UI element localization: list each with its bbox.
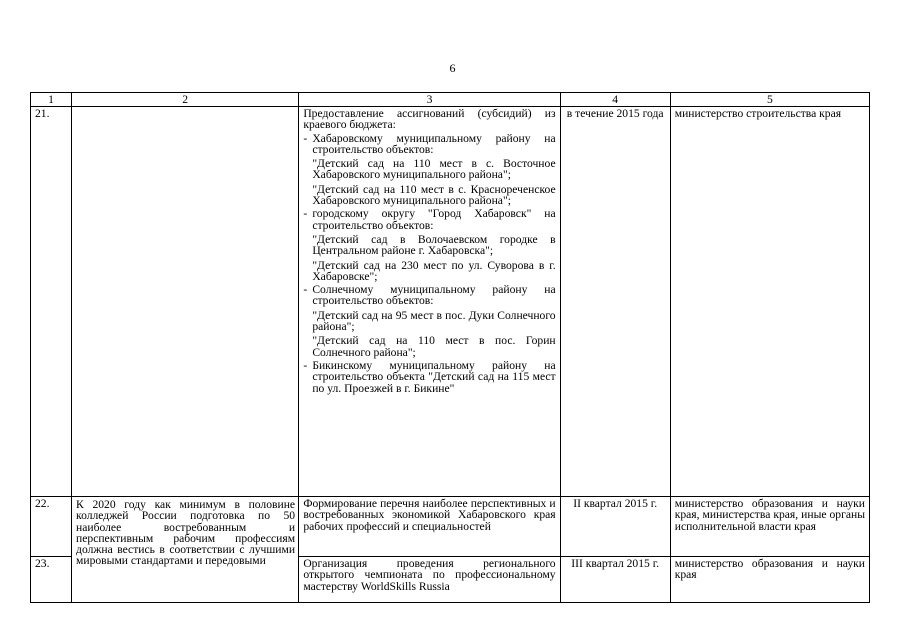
header-col-4: 4 <box>560 93 670 107</box>
term-cell: в течение 2015 года <box>560 107 670 497</box>
action-item: "Детский сад на 230 мест по ул. Суворова в г. Хабаровске"; <box>312 258 556 283</box>
action-cell <box>299 107 560 497</box>
goal-cell-empty <box>72 107 299 497</box>
action-item: "Детский сад на 110 мест в с. Краснореченское Хабаровского муниципального района"; <box>312 182 556 208</box>
header-col-5: 5 <box>670 93 869 107</box>
action-item: "Детский сад на 110 мест в с. Восточное Хабаровского муниципального района"; <box>312 157 556 182</box>
action-cell: Формирование перечня наиболее перспективных и востребованных экономикой Хабаровского края рабочих профессий и специальностей <box>299 497 560 557</box>
action-intro: Предоставление ассигнований (субсидий) из краевого бюджета: <box>303 107 556 132</box>
header-col-2: 2 <box>72 93 299 107</box>
table-row <box>31 497 870 557</box>
row-number: 23. <box>31 557 72 603</box>
action-bullet: - Солнечному муниципальному району на строительство объектов: <box>303 283 556 308</box>
action-bullet: - Бикинскому муниципальному району на строительство объекта "Детский сад на 115 мест по ул. Проезжей в г. Бикине" <box>303 358 556 395</box>
row-number: 21. <box>31 107 72 497</box>
table-row <box>31 107 870 497</box>
goal-cell <box>72 497 299 603</box>
action-item: "Детский сад в Волочаевском городке в Центральном районе г. Хабаровска"; <box>312 232 556 258</box>
term-cell: II квартал 2015 г. <box>560 497 670 557</box>
responsible-cell: министерство строительства края <box>670 107 869 497</box>
action-item: "Детский сад на 95 мест в пос. Дуки Солнечного района"; <box>312 308 556 334</box>
responsible-cell: министерство образования и науки края <box>670 557 869 603</box>
table-header-row <box>31 93 870 107</box>
term-cell: III квартал 2015 г. <box>560 557 670 603</box>
plan-table <box>30 92 870 603</box>
header-col-1: 1 <box>31 93 72 107</box>
goal-text: К 2020 году как минимум в половине колледжей России подготовка по 50 наиболее востребованным и перспективным рабочим профессиям должна вестись в соответствии с лучшими мировыми стандартами и передовыми <box>76 498 296 568</box>
bullet-text: Бикинскому муниципальному району на строительство объекта "Детский сад на 115 мест по ул. Проезжей в г. Бикине" <box>312 358 556 395</box>
responsible-cell: министерство образования и науки края, министерства края, иные органы исполнительной власти края <box>670 497 869 557</box>
action-item: "Детский сад на 110 мест в пос. Горин Солнечного района"; <box>312 334 556 359</box>
action-bullet: - городскому округу "Город Хабаровск" на строительство объектов: <box>303 207 556 232</box>
bullet-text: Хабаровскому муниципальному району на строительство объектов: <box>312 131 556 156</box>
action-bullet: - Хабаровскому муниципальному району на строительство объектов: <box>303 131 556 156</box>
action-cell: Организация проведения регионального открытого чемпионата по профессиональному мастерству WorldSkills Russia <box>299 557 560 603</box>
header-col-3: 3 <box>299 93 560 107</box>
bullet-text: Солнечному муниципальному району на строительство объектов: <box>312 283 556 308</box>
bullet-text: городскому округу "Город Хабаровск" на строительство объектов: <box>312 207 556 232</box>
page-number: 6 <box>449 61 456 75</box>
row-number: 22. <box>31 497 72 557</box>
